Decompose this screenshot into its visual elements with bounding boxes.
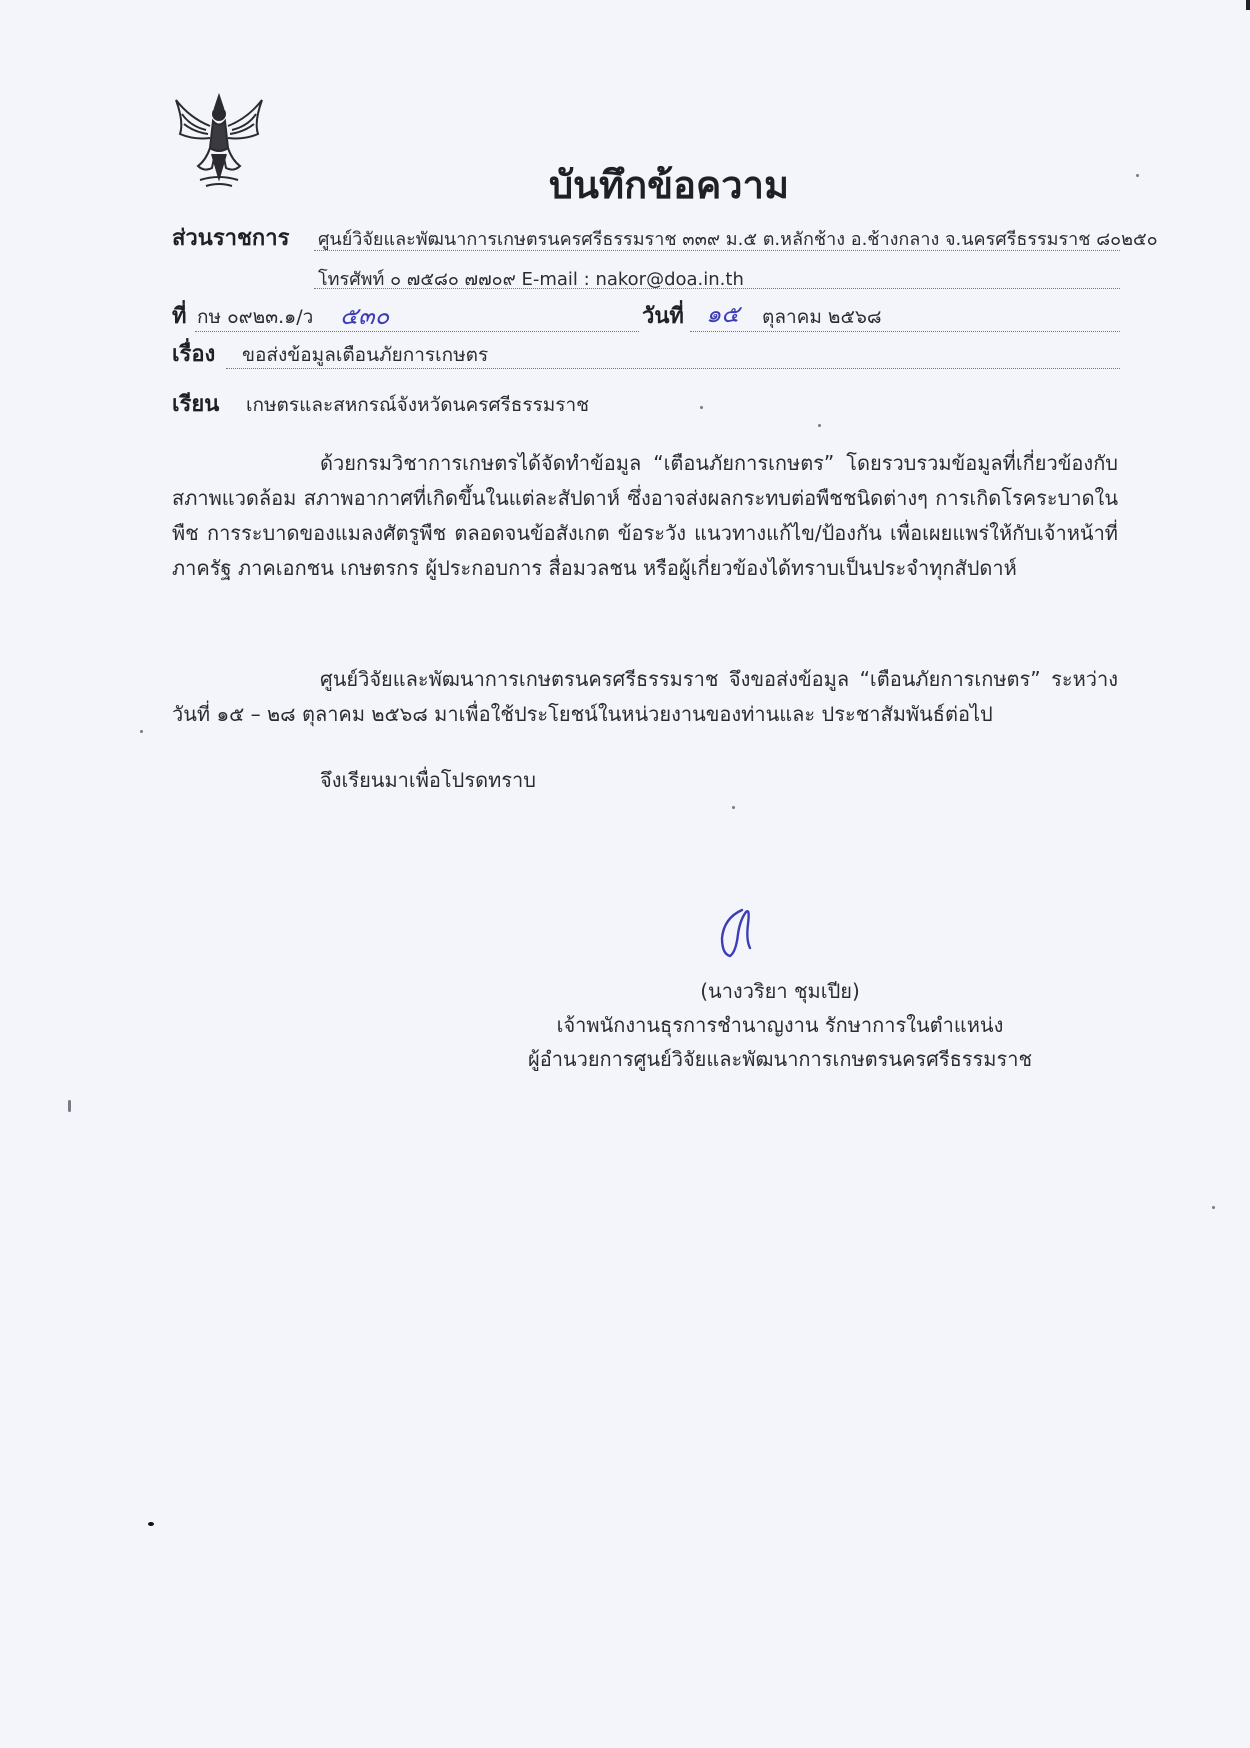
scan-speck: [732, 806, 735, 809]
date-month-year: ตุลาคม ๒๕๖๘: [762, 306, 882, 328]
department-label: ส่วนราชการ: [172, 226, 290, 251]
department-line-2: โทรศัพท์ ๐ ๗๕๘๐ ๗๗๐๙ E-mail : nakor@doa.in.th: [318, 269, 744, 290]
scan-speck: [68, 1100, 71, 1112]
reference-dotted-line: [195, 331, 639, 332]
subject-text: ขอส่งข้อมูลเตือนภัยการเกษตร: [242, 344, 489, 366]
handwritten-reference-number: ๕๓๐: [340, 302, 390, 330]
scan-speck: [1212, 1206, 1215, 1209]
scan-speck: [700, 406, 703, 409]
subject-dotted-line: [226, 368, 1120, 369]
scan-speck: [140, 730, 143, 733]
department-dotted-line: [314, 250, 1120, 251]
signer-position-2: ผู้อำนวยการศูนย์วิจัยและพัฒนาการเกษตรนครศรีธรรมราช: [527, 1047, 1033, 1071]
signer-position-1: เจ้าพนักงานธุรการชำนาญงาน รักษาการในตำแหน่ง: [556, 1013, 1004, 1037]
department-line-1: ศูนย์วิจัยและพัฒนาการเกษตรนครศรีธรรมราช ๓๓๙ ม.๕ ต.หลักช้าง อ.ช้างกลาง จ.นครศรีธรรมราช ๘๐๒๕๐: [318, 229, 1158, 250]
document-title: บันทึกข้อความ: [548, 163, 790, 207]
signature-block: [430, 974, 1130, 1076]
scan-speck: [818, 424, 821, 427]
addressee-text: เกษตรและสหกรณ์จังหวัดนครศรีธรรมราช: [246, 394, 590, 416]
date-dotted-line: [690, 331, 1120, 332]
closing-line: จึงเรียนมาเพื่อโปรดทราบ: [320, 768, 536, 792]
subject-label: เรื่อง: [172, 342, 216, 367]
reference-label: ที่: [172, 304, 187, 329]
scan-speck: [1136, 174, 1139, 177]
date-label: วันที่: [642, 304, 684, 329]
scan-speck: [148, 1522, 154, 1526]
signer-name: (นางวริยา ชุมเปีย): [700, 979, 860, 1003]
body-paragraph-1: ด้วยกรมวิชาการเกษตรได้จัดทำข้อมูล “เตือนภัยการเกษตร” โดยรวบรวมข้อมูลที่เกี่ยวข้องกับสภาพแวดล้อม สภาพอากาศที่เกิดขึ้นในแต่ละสัปดาห์ ซึ่งอาจส่งผลกระทบต่อพืชชนิดต่างๆ การเกิดโรคระบาดในพืช การระบาดของแมลงศัตรูพืช ตลอดจนข้อสังเกต ข้อระวัง แนวทางแก้ไข/ป้องกัน เพื่อเผยแพร่ให้กับเจ้าหน้าที่ภาครัฐ ภาคเอกชน เกษตรกร ผู้ประกอบการ สื่อมวลชน หรือผู้เกี่ยวข้องได้ทราบเป็นประจำทุกสัปดาห์: [172, 451, 1118, 580]
salutation-label: เรียน: [172, 392, 220, 417]
scan-edge-mark: [1246, 0, 1250, 10]
body-paragraph-2: ศูนย์วิจัยและพัฒนาการเกษตรนครศรีธรรมราช จึงขอส่งข้อมูล “เตือนภัยการเกษตร” ระหว่างวันที่ ๑๕ – ๒๘ ตุลาคม ๒๕๖๘ มาเพื่อใช้ประโยชน์ในหน่วยงานของท่านและ ประชาสัมพันธ์ต่อไป: [172, 667, 1118, 726]
contact-dotted-line: [314, 288, 1120, 289]
handwritten-signature-icon: [712, 904, 766, 962]
handwritten-date-day: ๑๕: [706, 300, 740, 328]
reference-number: กษ ๐๙๒๓.๑/ว: [197, 306, 314, 328]
